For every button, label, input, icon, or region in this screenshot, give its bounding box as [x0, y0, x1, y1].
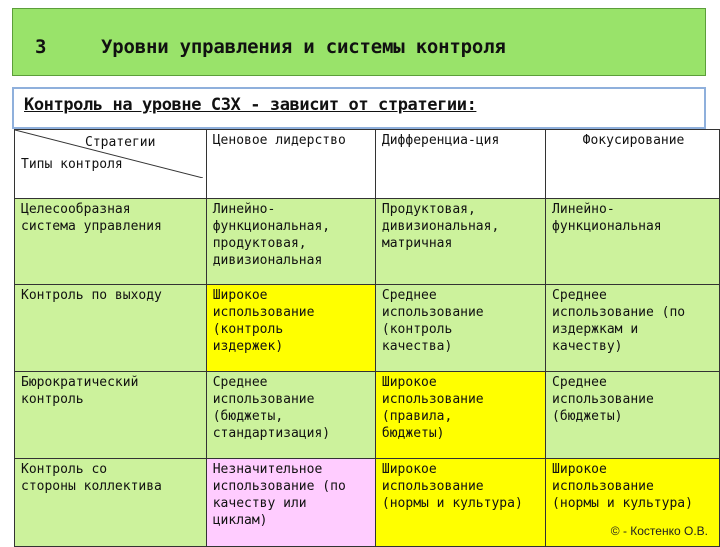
table-cell: Широкое использование (нормы и культура)	[375, 459, 545, 547]
slide-header	[12, 8, 706, 76]
row-label: Контроль по выходу	[15, 285, 207, 372]
table-cell: Широкое использование (контроль издержек)	[206, 285, 375, 372]
table-cell: Незначительное использование (по качеству или циклам)	[206, 459, 375, 547]
table-row	[15, 199, 720, 285]
slide-title: Уровни управления и системы контроля	[101, 36, 506, 58]
table-cell: Среднее использование (бюджеты, стандартизация)	[206, 372, 375, 459]
table-row	[15, 285, 720, 372]
table-cell: Широкое использование (нормы и культура)	[546, 459, 720, 547]
corner-cell	[15, 130, 207, 199]
column-header: Фокусирование	[546, 130, 720, 199]
table-row	[15, 372, 720, 459]
column-header: Дифференциа-ция	[375, 130, 545, 199]
table-cell: Линейно- функциональная, продуктовая, дивизиональная	[206, 199, 375, 285]
table-cell: Среднее использование (контроль качества)	[375, 285, 545, 372]
table-cell: Линейно- функциональная	[546, 199, 720, 285]
table-cell: Среднее использование (бюджеты)	[546, 372, 720, 459]
table-cell: Широкое использование (правила, бюджеты)	[375, 372, 545, 459]
slide-number: 3	[35, 36, 47, 58]
row-label: Целесообразная система управления	[15, 199, 207, 285]
table-header-row	[15, 130, 720, 199]
corner-top-label: Стратегии	[85, 135, 156, 150]
row-label: Бюрократический контроль	[15, 372, 207, 459]
corner-bottom-label: Типы контроля	[21, 157, 123, 172]
table-cell: Среднее использование (по издержкам и качеству)	[546, 285, 720, 372]
row-label: Контроль со стороны коллектива	[15, 459, 207, 547]
subtitle: Контроль на уровне СЗХ - зависит от стратегии:	[24, 95, 477, 115]
table-cell: Продуктовая, дивизиональная, матричная	[375, 199, 545, 285]
copyright-credit: © - Костенко О.В.	[610, 524, 708, 538]
subtitle-box	[12, 87, 706, 129]
strategy-control-table	[14, 129, 720, 547]
column-header: Ценовое лидерство	[206, 130, 375, 199]
